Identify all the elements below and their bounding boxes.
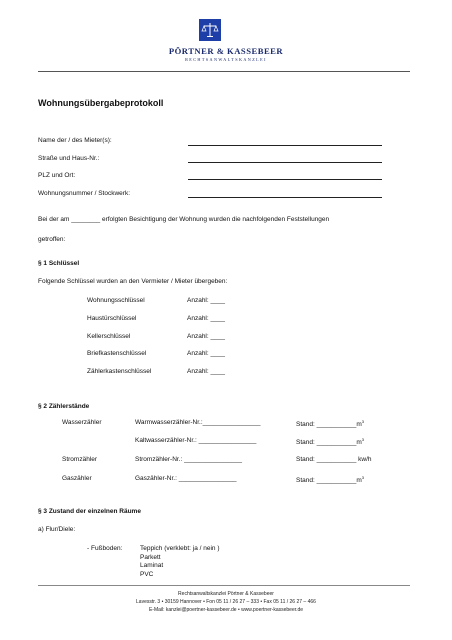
key-count: Anzahl: ____ <box>187 297 225 304</box>
key-count: Anzahl: ____ <box>187 315 225 322</box>
key-name: Zählerkastenschlüssel <box>87 368 152 375</box>
key-name: Wohnungsschlüssel <box>87 297 145 304</box>
meter-number: Warmwasserzähler-Nr.:________________ <box>135 419 261 426</box>
footer-divider <box>38 585 410 586</box>
meter-stand: Stand: ___________ kw/h <box>296 456 372 463</box>
meter-number: Kaltwasserzähler-Nr.: ________________ <box>135 437 257 444</box>
page-title: Wohnungsübergabeprotokoll <box>38 98 164 108</box>
field-line-street[interactable] <box>188 162 382 163</box>
meter-stand: Stand: $\_\_\_\_\_\_\_\_\_\_\_m^3$ <box>296 475 365 485</box>
meter-group: Stromzähler <box>62 456 98 463</box>
footer-firm: Rechtsanwaltskanzlei Pörtner & Kassebeer <box>178 591 274 597</box>
section-2-heading: § 2 Zählerstände <box>38 403 90 410</box>
meter-group: Gaszähler <box>62 475 92 482</box>
meter-stand: Stand: $\_\_\_\_\_\_\_\_\_\_\_m^3$ <box>296 419 365 429</box>
footer-contact: E-Mail: kanzlei@poertner-kassebeer.de • www.poertner-kassebeer.de <box>148 607 304 613</box>
field-label-name: Name der / des Mieter(s): <box>38 137 112 144</box>
field-label-street: Straße und Haus-Nr.: <box>38 155 100 162</box>
keys-intro: Folgende Schlüssel wurden an den Vermieter / Mieter übergeben: <box>38 278 228 285</box>
field-line-apartment[interactable] <box>188 197 382 198</box>
key-count: Anzahl: ____ <box>187 368 225 375</box>
scales-of-justice-icon <box>199 19 221 41</box>
intro-line-1: Bei der am ________ erfolgten Besichtigung der Wohnung wurden die nachfolgenden Feststellungen <box>38 216 330 223</box>
floor-label: - Fußboden: <box>87 545 123 552</box>
field-line-city[interactable] <box>188 179 382 180</box>
field-label-city: PLZ und Ort: <box>38 172 76 179</box>
firm-subtitle: RECHTSANWALTSKANZLEI <box>185 57 267 62</box>
floor-option: Teppich (verklebt: ja / nein ) <box>140 545 220 552</box>
floor-option: Laminat <box>140 562 164 569</box>
footer-address: Lavesstr. 3 • 30159 Hannover • Fon 05 11 / 26 27 – 333 • Fax 05 11 / 26 27 – 466 <box>136 599 316 605</box>
key-name: Haustürschlüssel <box>87 315 137 322</box>
key-name: Briefkastenschlüssel <box>87 350 147 357</box>
meter-number: Gaszähler-Nr.: ________________ <box>135 475 237 482</box>
field-label-apartment: Wohnungsnummer / Stockwerk: <box>38 190 130 197</box>
room-label: a) Flur/Diele: <box>38 526 76 533</box>
header-divider <box>38 71 410 72</box>
key-count: Anzahl: ____ <box>187 333 225 340</box>
key-name: Kellerschlüssel <box>87 333 131 340</box>
key-count: Anzahl: ____ <box>187 350 225 357</box>
meter-number: Stromzähler-Nr.: ________________ <box>135 456 242 463</box>
section-3-heading: § 3 Zustand der einzelnen Räume <box>38 508 141 515</box>
floor-option: Parkett <box>140 554 161 561</box>
intro-line-2: getroffen: <box>38 236 66 243</box>
floor-option: PVC <box>140 571 154 578</box>
meter-stand: Stand: $\_\_\_\_\_\_\_\_\_\_\_m^3$ <box>296 437 365 447</box>
firm-name: PÖRTNER & KASSEBEER <box>168 46 284 56</box>
field-line-name[interactable] <box>188 145 382 146</box>
meter-group: Wasserzähler <box>62 419 102 426</box>
section-1-heading: § 1 Schlüssel <box>38 260 80 267</box>
